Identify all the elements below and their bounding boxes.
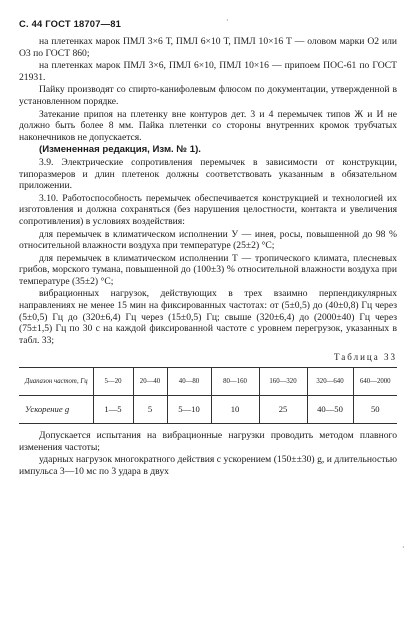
table-cell: 50 — [353, 396, 397, 424]
table-header-cell: 20—40 — [133, 368, 167, 396]
paragraph: для перемычек в климатическом исполнении У — инея, росы, повышенной до 98 % относительной влажности воздуха при температуре (25±2) °С; — [19, 228, 397, 252]
table-cell: 1—5 — [93, 396, 133, 424]
paragraph: 3.10. Работоспособность перемычек обеспечивается конструкцией и технологией их изготовления и должна сохраняться (без нарушения целостности, контакта и увеличения сопротивления) в условиях воздействия: — [19, 192, 397, 227]
table-header-cell: 40—80 — [167, 368, 211, 396]
paragraph: для перемычек в климатическом исполнении Т — тропического климата, плесневых грибов, морского тумана, повышенной до (100±3) % относительной влажности воздуха при температуре (35±2) °С; — [19, 252, 397, 287]
table-cell: 40—50 — [307, 396, 353, 424]
table-header-cell: 160—320 — [259, 368, 307, 396]
paragraph: Допускается испытания на вибрационные нагрузки проводить методом плавного изменения частоты; — [19, 430, 397, 453]
mark-dot: · — [226, 16, 229, 25]
table-row-label: Ускорение g — [19, 396, 93, 424]
page-header: С. 44 ГОСТ 18707—81 — [19, 18, 122, 29]
table-cell: 25 — [259, 396, 307, 424]
table-header-cell: 320—640 — [307, 368, 353, 396]
table-header-cell: 5—20 — [93, 368, 133, 396]
table-header-row — [19, 368, 397, 396]
paragraph: Пайку производят со спирто-канифолевым флюсом по документации, утвержденной в установленном порядке. — [19, 84, 397, 107]
paragraph: на плетенках марок ПМЛ 3×6, ПМЛ 6×10, ПМЛ 10×16 — припоем ПОС-61 по ГОСТ 21931. — [19, 60, 397, 83]
margin-dot: · — [402, 543, 405, 552]
table-header-cell: 640—2000 — [353, 368, 397, 396]
paragraph: вибрационных нагрузок, действующих в трех взаимно перпендикулярных направлениях не менее 15 мин на фиксированных частотах: от (5±0,5) до (40±0,8) Гц через (5±0,5) Гц до (320±6,4) Гц через (15±0,5) Гц; свыше (320±6,4) до (2000±40) Гц через (75±1,5) Гц по 30 с на каждой фиксированной частоте с уровнем перегрузок, указанных в табл. 33; — [19, 288, 397, 346]
paragraph: на плетенках марок ПМЛ 3×6 Т, ПМЛ 6×10 Т, ПМЛ 10×16 Т — оловом марки О2 или О3 по ГОСТ 860; — [19, 36, 397, 59]
page-content — [19, 36, 397, 478]
table-header-label: Диапазон частот, Гц — [19, 368, 93, 396]
table-cell: 10 — [211, 396, 259, 424]
table-cell: 5 — [133, 396, 167, 424]
table-title: Таблица 33 — [334, 352, 397, 363]
paragraph: Затекание припоя на плетенку вне контуров дет. 3 и 4 перемычек типов Ж и И не должно быть более 8 мм. Пайка плетенки со стороны внутренних кромок трубчатых наконечников не допускается. — [19, 108, 397, 143]
table-row — [19, 396, 397, 424]
table-header-cell: 80—160 — [211, 368, 259, 396]
table-cell: 5—10 — [167, 396, 211, 424]
table-33 — [19, 367, 397, 424]
revision-note: (Измененная редакция, Изм. № 1). — [39, 144, 201, 156]
paragraph: ударных нагрузок многократного действия с ускорением (150±±30) g, и длительностью импульса 3—10 мс по 3 удара в двух — [19, 454, 397, 477]
paragraph: 3.9. Электрические сопротивления перемычек в зависимости от конструкции, типоразмеров и длин плетенок должны соответствовать указанным в обязательном приложении. — [19, 156, 397, 192]
